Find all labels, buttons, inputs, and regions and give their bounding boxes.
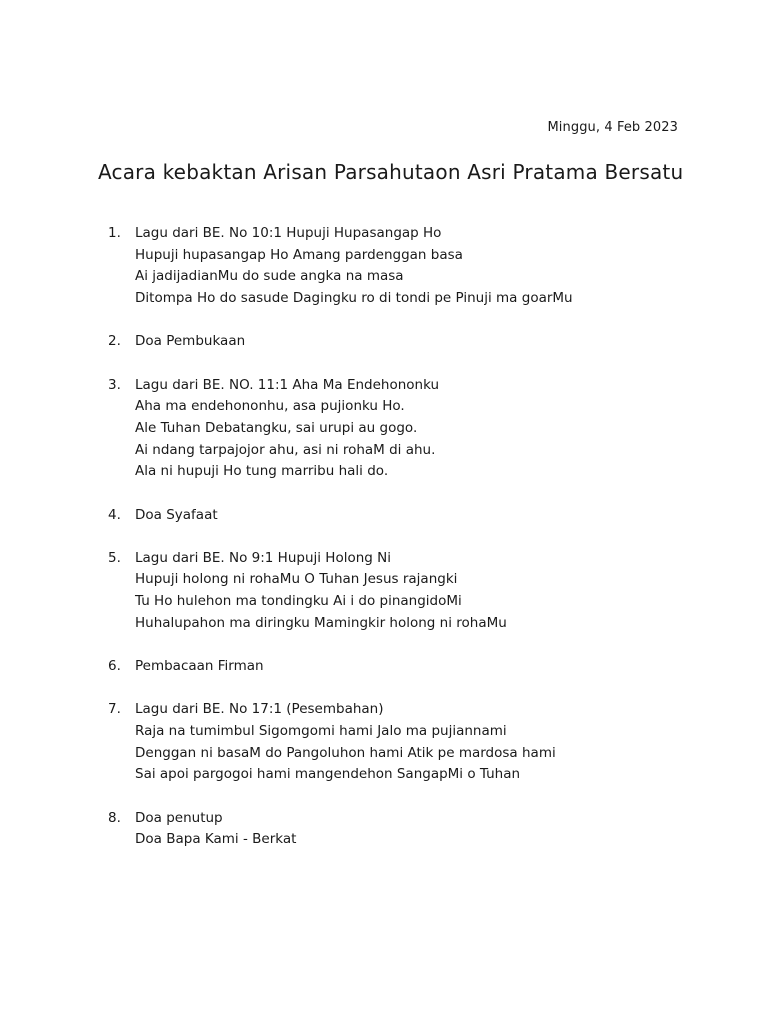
- agenda-item-text-line: Doa Bapa Kami - Berkat: [135, 831, 297, 848]
- agenda-item-heading: Lagu dari BE. No 9:1 Hupuji Holong Ni: [135, 549, 391, 566]
- agenda-item-heading: Lagu dari BE. No 10:1 Hupuji Hupasangap Ho: [135, 225, 442, 241]
- agenda-item-number: 6.: [108, 658, 121, 675]
- agenda-item-text-line: Ai ndang tarpajojor ahu, asi ni rohaM di ahu.: [135, 441, 436, 458]
- document-date: Minggu, 4 Feb 2023: [547, 120, 678, 135]
- agenda-item-text-line: Ala ni hupuji Ho tung marribu hali do.: [135, 463, 389, 480]
- agenda-item: [108, 223, 708, 310]
- agenda-item: [108, 656, 708, 678]
- agenda-item-text-line: Ai jadijadianMu do sude angka na masa: [135, 268, 404, 285]
- agenda-item-number: 1.: [108, 225, 121, 241]
- agenda-item-number: 5.: [108, 549, 121, 566]
- agenda-item-number: 2.: [108, 333, 121, 350]
- agenda-item-heading: Pembacaan Firman: [135, 658, 264, 675]
- agenda-item-text-line: Ditompa Ho do sasude Dagingku ro di tondi pe Pinuji ma goarMu: [135, 290, 573, 307]
- document-title: Acara kebaktan Arisan Parsahutaon Asri Pratama Bersatu: [98, 160, 684, 184]
- agenda-item-text-line: Huhalupahon ma diringku Mamingkir holong ni rohaMu: [135, 614, 507, 631]
- agenda-item-heading: Doa Pembukaan: [135, 333, 246, 350]
- agenda-item-heading: Lagu dari BE. No 17:1 (Pesembahan): [135, 701, 384, 718]
- agenda-item-text-line: Aha ma endehononhu, asa pujionku Ho.: [135, 398, 405, 415]
- agenda-item-number: 3.: [108, 376, 121, 393]
- agenda-item-text-line: Denggan ni basaM do Pangoluhon hami Atik pe mardosa hami: [135, 744, 556, 761]
- agenda-item: [108, 505, 708, 527]
- agenda-item-text-line: Ale Tuhan Debatangku, sai urupi au gogo.: [135, 419, 418, 436]
- agenda-item-heading: Lagu dari BE. NO. 11:1 Aha Ma Endehononku: [135, 376, 440, 393]
- agenda-item: [108, 808, 708, 851]
- agenda-item-number: 7.: [108, 701, 121, 718]
- agenda-item: [108, 331, 708, 353]
- agenda-item-heading: Doa penutup: [135, 809, 223, 826]
- agenda-item: [108, 375, 708, 484]
- agenda-item: [108, 699, 708, 786]
- agenda-item: [108, 548, 708, 635]
- agenda-item-number: 8.: [108, 809, 121, 826]
- agenda-item-number: 4.: [108, 506, 121, 523]
- agenda-list: [108, 223, 708, 872]
- agenda-item-heading: Doa Syafaat: [135, 506, 218, 523]
- agenda-item-text-line: Tu Ho hulehon ma tondingku Ai i do pinangidoMi: [135, 593, 462, 610]
- agenda-item-text-line: Hupuji holong ni rohaMu O Tuhan Jesus rajangki: [135, 571, 458, 588]
- agenda-item-text-line: Hupuji hupasangap Ho Amang pardenggan basa: [135, 246, 463, 263]
- agenda-item-text-line: Raja na tumimbul Sigomgomi hami Jalo ma pujiannami: [135, 722, 507, 739]
- agenda-item-text-line: Sai apoi pargogoi hami mangendehon SangapMi o Tuhan: [135, 766, 521, 783]
